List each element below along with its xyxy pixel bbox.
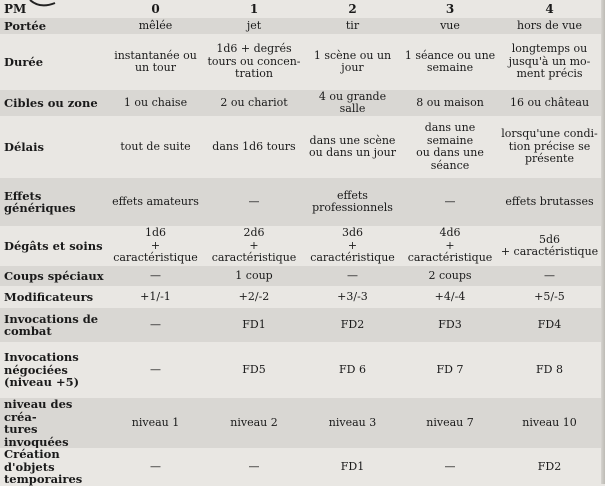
scan-edge [601, 0, 605, 484]
header-col-0: 0 [151, 1, 160, 16]
table-cell: niveau 2 [205, 398, 303, 448]
row-label: Création d'objets temporaires [4, 448, 83, 486]
table-cell: FD 8 [536, 362, 563, 376]
table-cell: 2d6 + caractéristique [211, 226, 297, 265]
table-cell: FD4 [498, 308, 601, 342]
row-label: Modificateurs [4, 289, 94, 304]
table-cell: 1 scène ou un jour [313, 48, 392, 74]
table-cell: 4 ou grande salle [303, 90, 402, 116]
table-cell: niveau 3 [303, 398, 402, 448]
table-cell: 1d6 + degrés tours ou concen- tration [207, 42, 301, 81]
table-cell: longtemps ou jusqu'à un mo- ment précis [508, 42, 591, 81]
table-cell: 5d6 + caractéristique [500, 232, 599, 258]
header-label: PM [4, 1, 27, 16]
row-label: Invocations de combat [0, 308, 106, 342]
table-cell: effets professionnels [303, 178, 402, 226]
table-cell: lorsqu'une condi- tion précise se présente [501, 127, 598, 166]
table-cell: — [106, 308, 205, 342]
table-cell: FD 7 [436, 362, 464, 376]
table-cell: +2/-2 [238, 289, 270, 303]
table-cell: niveau 1 [106, 398, 205, 448]
table-cell: jet [205, 18, 303, 34]
table-cell: 1d6 + caractéristique [113, 226, 198, 265]
table-cell: effets brutasses [498, 178, 601, 226]
table-cell: mêlée [106, 18, 205, 34]
row-label: niveau des créa- tures invoquées [0, 398, 106, 448]
table-row [0, 266, 601, 286]
table-cell: 4d6 + caractéristique [407, 226, 493, 265]
table-cell: 3d6 + caractéristique [310, 226, 395, 265]
table-cell: FD3 [402, 308, 498, 342]
header-col-2: 2 [348, 1, 357, 16]
table-row [0, 286, 601, 308]
table-cell: +1/-1 [140, 289, 171, 303]
row-label: Dégâts et soins [4, 238, 103, 253]
row-label: Portée [0, 18, 106, 34]
table-cell: 8 ou maison [402, 90, 498, 116]
table-cell: hors de vue [498, 18, 601, 34]
table-cell: — [150, 459, 161, 473]
row-label: Coups spéciaux [0, 266, 106, 286]
table-cell: FD2 [303, 308, 402, 342]
table-cell: 2 ou chariot [205, 90, 303, 116]
table-cell: +5/-5 [534, 289, 565, 303]
table-row [0, 448, 601, 486]
table-cell: dans 1d6 tours [212, 139, 296, 153]
table-cell: 1 ou chaise [106, 90, 205, 116]
row-label: Cibles ou zone [0, 90, 106, 116]
table-cell: +4/-4 [434, 289, 466, 303]
table-cell: — [303, 266, 402, 286]
table-cell: FD1 [205, 308, 303, 342]
header-col-1: 1 [249, 1, 259, 16]
table-cell: effets amateurs [106, 178, 205, 226]
table-cell: — [248, 459, 260, 473]
table-cell: instantanée ou un tour [114, 48, 197, 74]
table-row [0, 116, 601, 178]
row-label: Invocations négociées (niveau +5) [4, 350, 80, 390]
header-col-3: 3 [445, 1, 455, 16]
header-col-4: 4 [545, 1, 554, 16]
table-cell: — [205, 178, 303, 226]
table-row [0, 178, 601, 226]
row-label: Délais [4, 139, 44, 154]
table-cell: 1 séance ou une semaine [404, 48, 496, 74]
table-cell: — [150, 362, 161, 376]
table-cell: +3/-3 [337, 289, 368, 303]
table-row [0, 18, 601, 34]
table-cell: dans une semaine ou dans une séance [416, 121, 484, 172]
row-label: Durée [4, 54, 44, 69]
table-cell: — [106, 266, 205, 286]
table-cell: FD1 [340, 459, 365, 473]
table-cell: tir [303, 18, 402, 34]
table-cell: dans une scène ou dans un jour [308, 133, 397, 159]
table-cell: niveau 7 [402, 398, 498, 448]
table-cell: 16 ou château [498, 90, 601, 116]
table-row [0, 342, 601, 398]
table-row [0, 398, 601, 448]
table-cell: 2 coups [402, 266, 498, 286]
table-cell: vue [402, 18, 498, 34]
table-cell: FD2 [537, 459, 562, 473]
table-row [0, 226, 601, 266]
table-cell: — [402, 178, 498, 226]
table-row [0, 308, 601, 342]
table-cell: FD5 [242, 362, 266, 376]
table-cell: — [498, 266, 601, 286]
table-cell: — [444, 459, 456, 473]
table-cell: niveau 10 [498, 398, 601, 448]
table-row [0, 90, 601, 116]
table-cell: tout de suite [120, 139, 191, 153]
row-label: Effets génériques [0, 178, 106, 226]
header-row [0, 0, 601, 18]
table-cell: 1 coup [205, 266, 303, 286]
table-row [0, 34, 601, 90]
table-cell: FD 6 [339, 362, 366, 376]
